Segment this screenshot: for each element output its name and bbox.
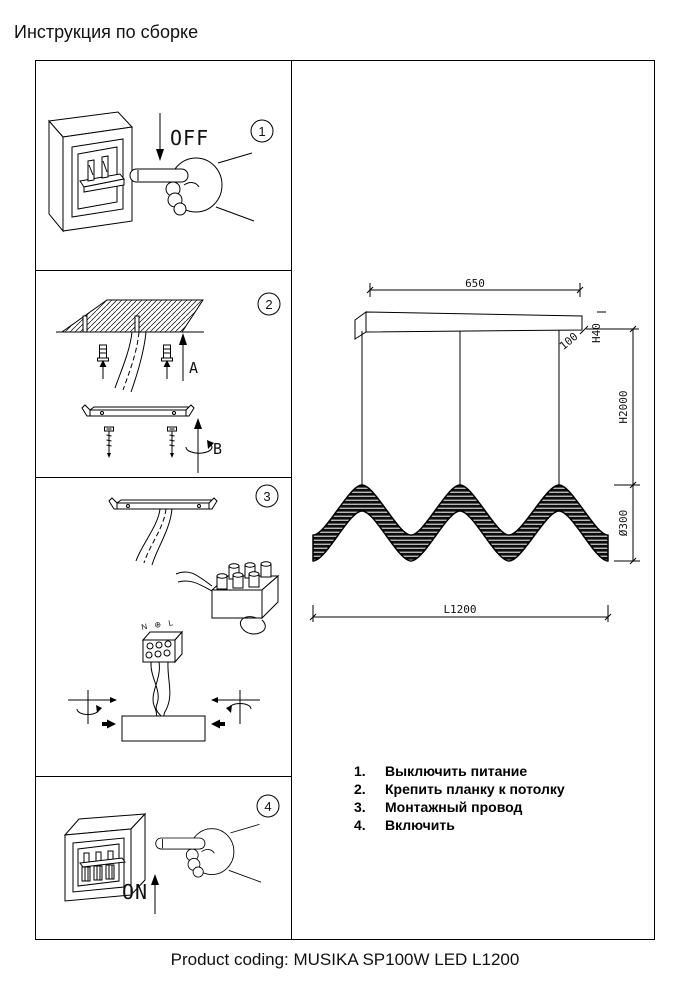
off-label: OFF	[170, 126, 210, 150]
rotate-b-arrow	[186, 418, 214, 473]
svg-text:Ø300: Ø300	[617, 509, 630, 537]
hand-pointing-icon	[156, 825, 261, 883]
svg-text:H2000: H2000	[617, 390, 630, 424]
dimension-drawing	[292, 61, 655, 721]
crystal-wave-lamp	[313, 485, 608, 561]
step-3-illustration	[36, 478, 291, 776]
ceiling-bar	[355, 312, 582, 339]
terminal-block-illustration	[176, 562, 278, 634]
dim-650	[367, 277, 583, 297]
instruction-item: 3. Монтажный провод	[354, 799, 523, 815]
screw-icon	[168, 427, 177, 458]
ceiling-illustration	[56, 300, 204, 332]
hand-pointing-icon	[130, 153, 254, 221]
product-coding: Product coding: MUSIKA SP100W LED L1200	[170, 950, 520, 969]
mounting-bracket-illustration	[82, 405, 194, 416]
svg-text:100: 100	[556, 329, 581, 353]
step-4-illustration	[36, 777, 291, 937]
svg-text:1: 1	[258, 124, 266, 139]
drawing-panel	[292, 61, 655, 939]
terminal-n-label: N	[140, 621, 149, 633]
svg-text:H40: H40	[590, 323, 603, 343]
instruction-list	[354, 762, 565, 834]
connector-with-labels	[141, 618, 182, 716]
on-label: ON	[122, 880, 149, 905]
svg-text:2: 2	[265, 296, 273, 312]
step-4-badge	[257, 795, 279, 817]
canopy-box	[122, 716, 205, 741]
dim-d300	[614, 485, 640, 564]
terminal-l-label: L	[167, 618, 174, 629]
suspension-wires	[362, 330, 559, 487]
svg-text:L1200: L1200	[443, 603, 477, 616]
step-1-panel	[36, 61, 291, 271]
terminal-ground-label: ⊕	[153, 619, 162, 631]
rotate-right-arrow	[211, 690, 260, 724]
step-3-badge	[256, 485, 278, 507]
dim-l1200	[310, 603, 611, 622]
rotate-left-arrow	[68, 690, 117, 724]
ceiling-wires	[115, 332, 146, 392]
step-3-panel	[36, 478, 291, 777]
step-2-badge	[258, 293, 280, 315]
step-2-illustration	[36, 271, 291, 477]
side-screw-icon	[102, 720, 116, 729]
svg-text:4: 4	[264, 799, 272, 815]
down-arrow-icon	[156, 113, 164, 161]
step-1-badge	[251, 120, 273, 142]
side-screw-icon	[211, 720, 225, 729]
instruction-item: 2. Крепить планку к потолку	[354, 781, 565, 797]
up-arrow-icon	[151, 874, 159, 914]
screw-icon	[105, 427, 114, 458]
instruction-item: 4. Включить	[354, 817, 455, 833]
instruction-table	[35, 60, 655, 940]
direction-a-arrow	[179, 333, 187, 381]
svg-text:650: 650	[465, 277, 485, 290]
wall-anchor-icon	[162, 345, 173, 379]
step-1-illustration	[36, 61, 291, 269]
label-a: A	[189, 358, 199, 377]
bracket-with-wires	[109, 498, 217, 565]
steps-column	[36, 61, 292, 939]
label-b: B	[213, 439, 223, 458]
dim-h40	[590, 312, 606, 343]
dim-h2000	[586, 326, 640, 488]
wall-anchor-icon	[98, 345, 109, 379]
instruction-item: 1. Выключить питание	[354, 763, 528, 779]
page-title: Инструкция по сборке	[14, 22, 199, 42]
step-2-panel	[36, 271, 291, 479]
breaker-box-illustration	[49, 112, 132, 231]
step-4-panel	[36, 777, 291, 939]
svg-text:3: 3	[263, 489, 271, 505]
